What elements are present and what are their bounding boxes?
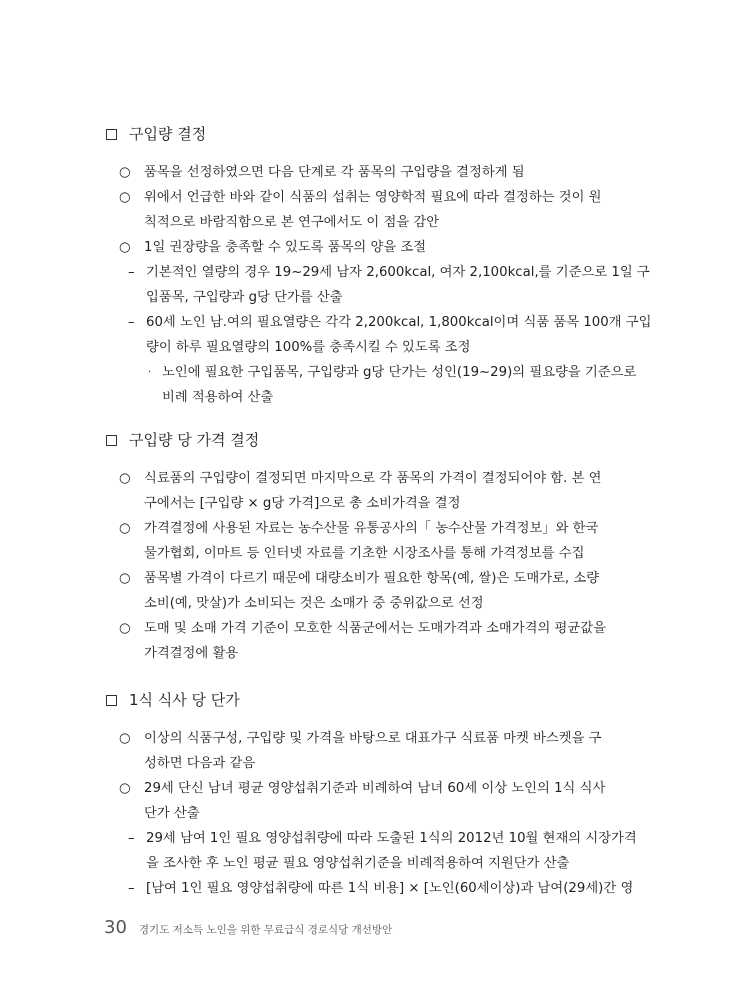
list-item-text: [남여 1인 필요 영양섭취량에 따른 1식 비용] × [노인(60세이상)과 남여(29세)간 영	[146, 881, 634, 896]
list-item-text: 29세 단신 남녀 평균 영양섭취기준과 비례하여 남녀 60세 이상 노인의 1식 식사	[144, 781, 606, 796]
circle-bullet-icon: ○	[119, 781, 131, 796]
list-item-text: 물가협회, 이마트 등 인터넷 자료를 기초한 시장조사를 통해 가격정보를 수집	[144, 546, 585, 561]
section-title: 구입량 당 가격 결정	[129, 431, 260, 449]
list-item-text: 29세 남여 1인 필요 영양섭취량에 따라 도출된 1식의 2012년 10월 현재의 시장가격	[146, 831, 637, 846]
list-item-text: 성하면 다음과 같음	[144, 756, 256, 771]
circle-bullet-icon: ○	[119, 571, 131, 586]
list-item	[106, 466, 646, 516]
list-item	[106, 776, 646, 826]
list-item	[106, 185, 646, 235]
list-item-text: 60세 노인 남.여의 필요열량은 각각 2,200kcal, 1,800kcal이며 식품 품목 100개 구입	[146, 315, 652, 330]
section-price-per-quantity	[106, 428, 646, 666]
circle-bullet-icon: ○	[119, 731, 131, 746]
list-item-text: 도매 및 소매 가격 기준이 모호한 식품군에서는 도매가격과 소매가격의 평균값을	[144, 621, 606, 636]
circle-bullet-icon: ○	[119, 190, 131, 205]
list-item-text: 기본적인 열량의 경우 19~29세 남자 2,600kcal, 여자 2,100kcal,를 기준으로 1일 구	[146, 265, 650, 280]
list-item-text: 소비(예, 맛살)가 소비되는 것은 소매가 중 중위값으로 선정	[144, 596, 484, 611]
list-item-text: 가격결정에 활용	[144, 646, 239, 661]
section-purchase-quantity	[106, 122, 652, 410]
list-item	[106, 726, 646, 776]
list-subitem	[106, 876, 646, 901]
list-item	[106, 160, 646, 185]
list-subsubitem	[106, 360, 646, 410]
dash-bullet-icon: –	[128, 831, 135, 846]
circle-bullet-icon: ○	[119, 471, 131, 486]
checkbox-square-icon	[106, 695, 117, 706]
list-item-text: 이상의 식품구성, 구입량 및 가격을 바탕으로 대표가구 식료품 마켓 바스켓을 구	[144, 731, 602, 746]
section-per-meal-cost	[106, 688, 646, 901]
list-item	[106, 566, 646, 616]
checkbox-square-icon	[106, 435, 117, 446]
list-item-text: 량이 하루 필요열량의 100%를 충족시킬 수 있도록 조정	[146, 340, 471, 355]
footer-document-title: 경기도 저소득 노인을 위한 무료급식 경로식당 개선방안	[138, 924, 393, 936]
list-item-text: 비례 적용하여 산출	[162, 390, 274, 405]
list-item-text: 입품목, 구입량과 g당 단가를 산출	[146, 290, 343, 305]
list-item-text: 칙적으로 바람직함으로 본 연구에서도 이 점을 감안	[144, 215, 440, 230]
section-heading	[106, 428, 646, 452]
list-subitem	[106, 826, 646, 876]
list-item	[106, 235, 646, 260]
list-item-text: 1일 권장량을 충족할 수 있도록 품목의 양을 조절	[144, 240, 427, 255]
circle-bullet-icon: ○	[119, 240, 131, 255]
list-item-text: 구에서는 [구입량 × g당 가격]으로 총 소비가격을 결정	[144, 496, 461, 511]
circle-bullet-icon: ○	[119, 521, 131, 536]
checkbox-square-icon	[106, 129, 117, 140]
list-item	[106, 516, 646, 566]
list-item-text: 위에서 언급한 바와 같이 식품의 섭취는 영양학적 필요에 따라 결정하는 것이 원	[144, 190, 602, 205]
dash-bullet-icon: –	[128, 881, 135, 896]
list-item	[106, 616, 646, 666]
list-item-text: 단가 산출	[144, 806, 200, 821]
circle-bullet-icon: ○	[119, 621, 131, 636]
list-subitem	[106, 310, 652, 360]
dash-bullet-icon: –	[128, 265, 135, 280]
section-heading	[106, 122, 646, 146]
dash-bullet-icon: –	[128, 315, 135, 330]
circle-bullet-icon: ○	[119, 165, 131, 180]
list-item-text: 식료품의 구입량이 결정되면 마지막으로 각 품목의 가격이 결정되어야 함. 본 연	[144, 471, 602, 486]
list-subitem	[106, 260, 650, 310]
dot-bullet-icon: ·	[148, 367, 152, 378]
section-title: 1식 식사 당 단가	[129, 691, 240, 709]
section-title: 구입량 결정	[129, 125, 207, 143]
page-number: 30	[104, 917, 127, 938]
list-item-text: 을 조사한 후 노인 평균 필요 영양섭취기준을 비례적용하여 지원단가 산출	[146, 856, 570, 871]
list-item-text: 품목별 가격이 다르기 때문에 대량소비가 필요한 항목(예, 쌀)은 도매가로, 소량	[144, 571, 600, 586]
list-item-text: 노인에 필요한 구입품목, 구입량과 g당 단가는 성인(19~29)의 필요량을 기준으로	[162, 365, 637, 380]
page-footer	[104, 917, 392, 938]
list-item-text: 가격결정에 사용된 자료는 농수산물 유통공사의「 농수산물 가격정보」와 한국	[144, 521, 599, 536]
section-heading	[106, 688, 646, 712]
list-item-text: 품목을 선정하였으면 다음 단계로 각 품목의 구입량을 결정하게 됨	[144, 165, 525, 180]
